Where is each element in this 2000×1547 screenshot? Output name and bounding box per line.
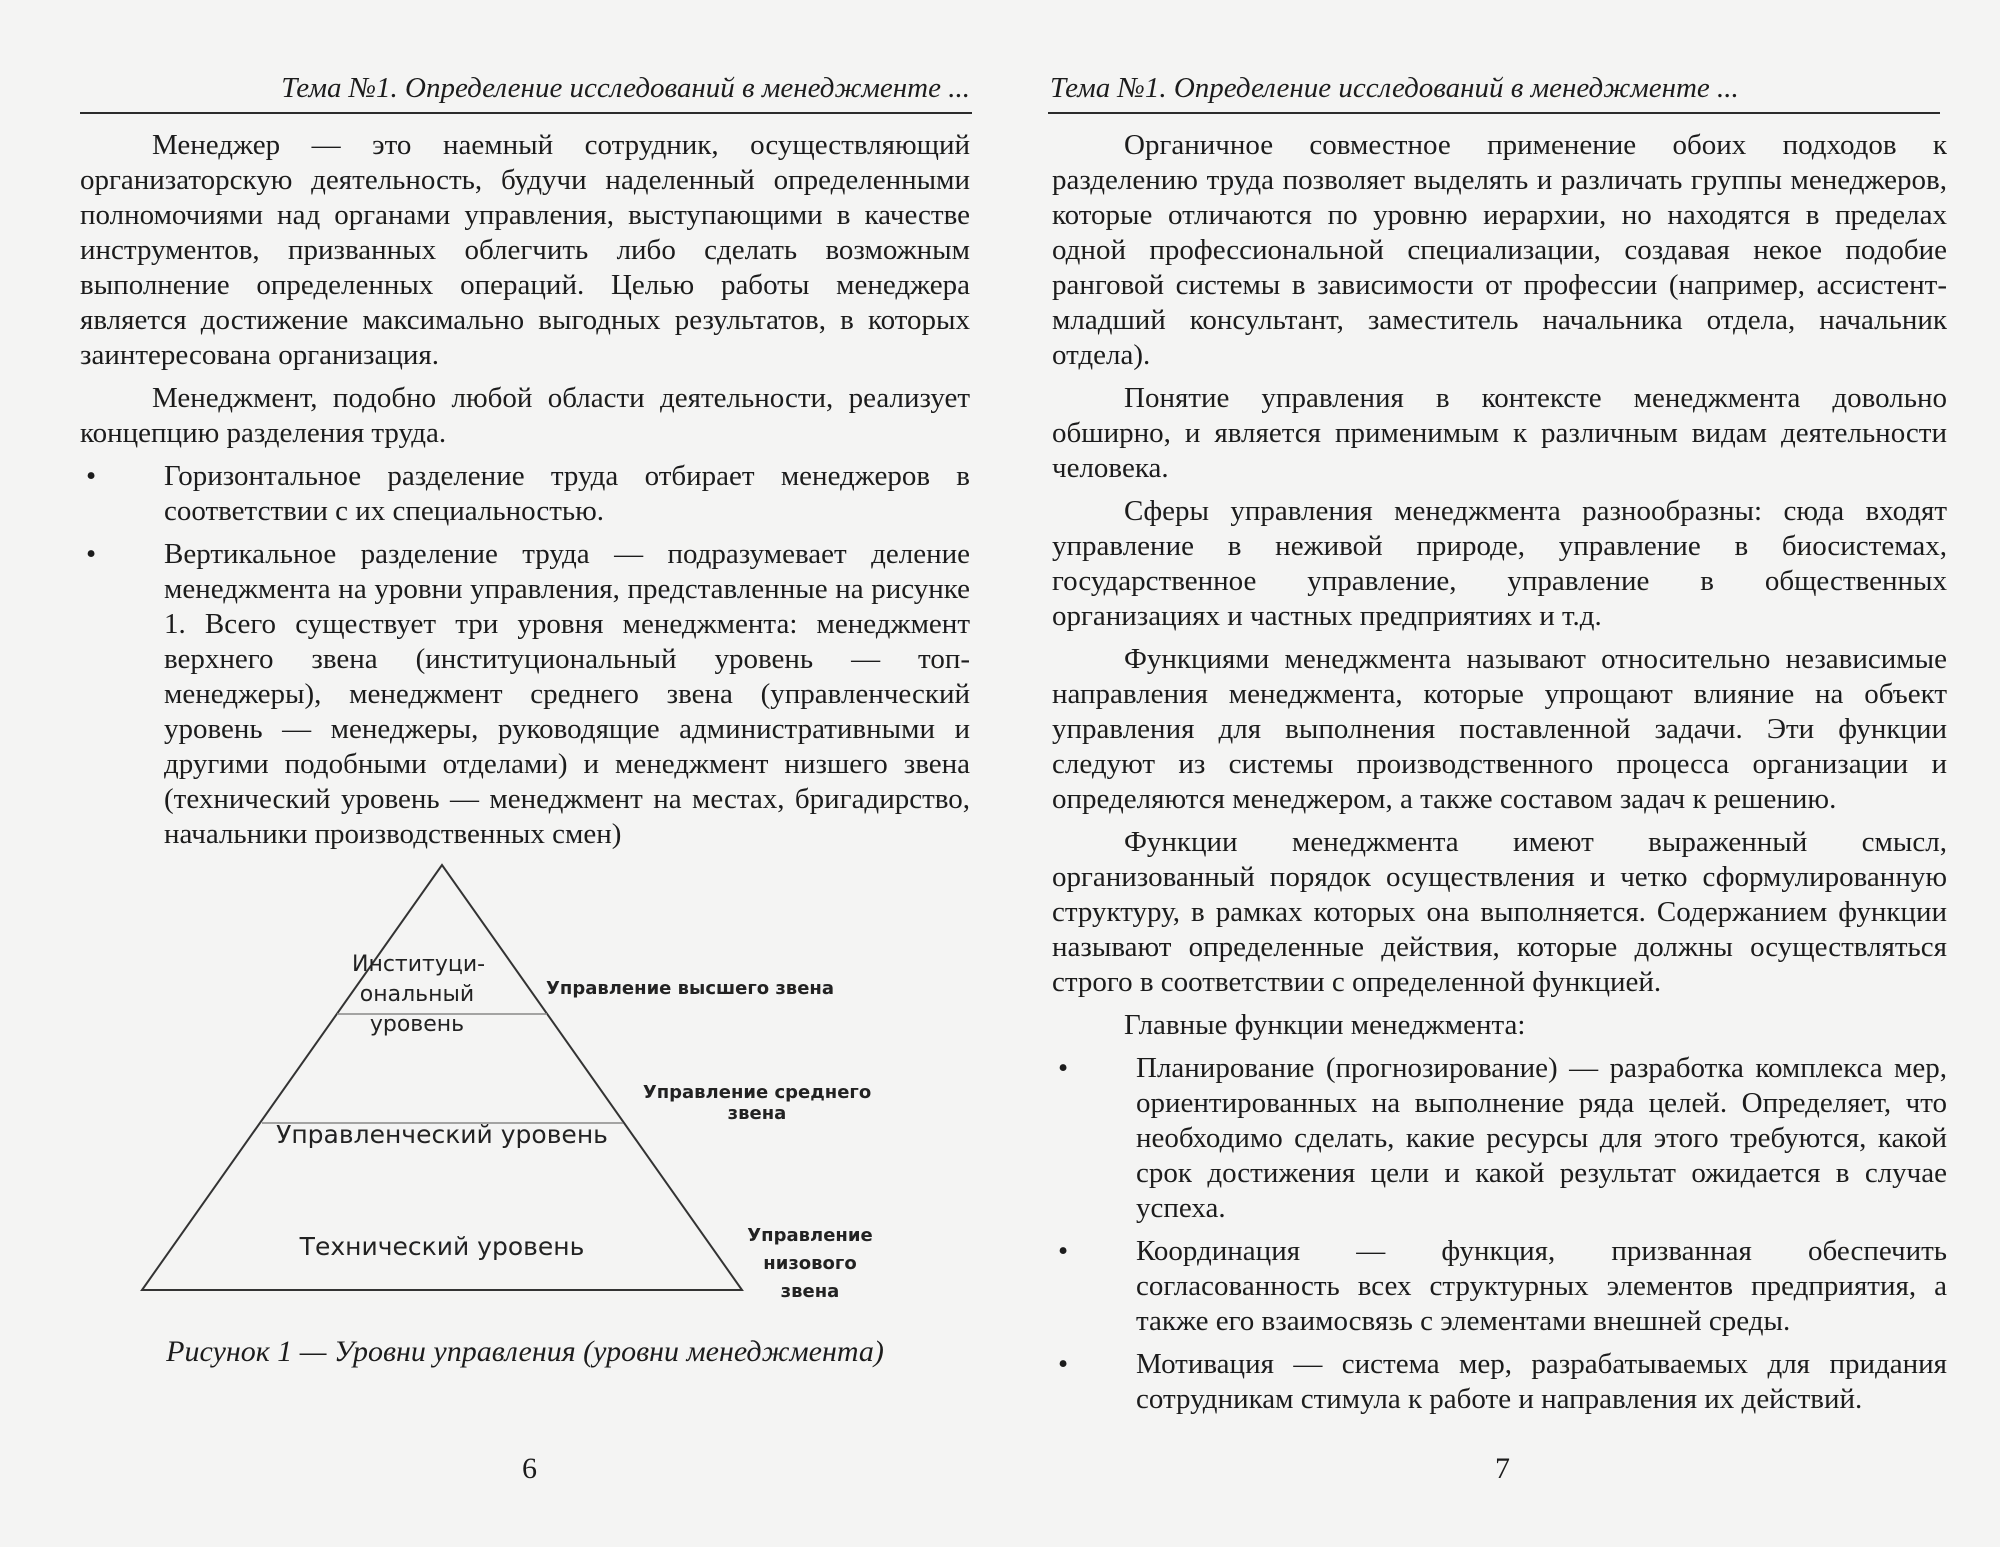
page-number: 6 [522,1452,537,1485]
figure-caption: Рисунок 1 — Уровни управления (уровни менеджмента) [166,1335,884,1368]
bullet-item [80,459,970,529]
bullet-item [1052,1234,1947,1339]
page-number: 7 [1495,1452,1510,1485]
bullet-icon: • [1058,1235,1069,1267]
bullet-item [1052,1347,1947,1417]
paragraph: Сферы управления менеджмента разнообразны: сюда входят управление в неживой природе, управление в биосистемах, государственное управление, управление в общественных организациях и частных предприятиях и т.д. [1052,495,1947,632]
paragraph: Менеджмент, подобно любой области деятельности, реализует концепцию разделения труда. [80,382,970,449]
label-line: уровень [369,1012,465,1037]
paragraph: Функциями менеджмента называют относительно независимые направления менеджмента, которые упрощают влияние на объект управления для выполнения поставленной задачи. Эти функции следуют из системы производственного процесса организации и определяются менеджером, а также составом задач к решению. [1052,643,1947,815]
managerial-level-label: Управленческий уровень [276,1120,608,1149]
body-text [1052,128,1947,1425]
technical-level-label: Технический уровень [299,1232,585,1261]
bullet-text: Мотивация — система мер, разрабатываемых для придания сотрудникам стимула к работе и направления их действий. [1136,1348,1947,1415]
institutional-level-label [352,950,486,1040]
bullet-icon: • [1058,1052,1069,1084]
right-page [1000,0,2000,1547]
bullet-text: Координация — функция, призванная обеспечить согласованность всех структурных элементов предприятия, а также его взаимосвязь с элементами внешней среды. [1136,1235,1947,1337]
body-text [80,128,970,860]
pyramid-outline [142,865,742,1290]
label-line: ональный [359,982,475,1007]
bullet-item [1052,1051,1947,1226]
bullet-icon: • [86,538,97,570]
paragraph: Органичное совместное применение обоих подходов к разделению труда позволяет выделять и различать группы менеджеров, которые отличаются по уровню иерархии, но находятся в пределах одной профессиональной специализации, создавая некое подобие ранговой системы в зависимости от профессии (например, ассистент-младший консультант, заместитель начальника отдела, начальник отдела). [1052,129,1947,371]
lower-management-label [700,1222,920,1306]
header-rule [1048,112,1940,114]
paragraph: Функции менеджмента имеют выраженный смысл, организованный порядок осуществления и четко сформулированную структуру, в рамках которых она выполняется. Содержанием функции называют определенные действия, которые должны осуществляться строго в соответствии с определенной функцией. [1052,826,1947,998]
middle-management-label: Управление среднего звена [642,1082,872,1124]
bullet-icon: • [86,460,97,492]
pyramid-figure [80,850,970,1410]
header-rule [80,112,972,114]
bullet-text: Планирование (прогнозирование) — разработка комплекса мер, ориентированных на выполнение ряда целей. Определяет, что необходимо сделать, какие ресурсы для этого требуются, какой срок достижения цели и какой результат ожидается в случае успеха. [1136,1052,1947,1224]
label-line: Институци- [352,952,486,977]
label-line: Управление низового [747,1225,873,1274]
paragraph: Понятие управления в контексте менеджмента довольно обширно, и является применимым к различным видам деятельности человека. [1052,382,1947,484]
bullet-item [80,537,970,852]
bullet-icon: • [1058,1348,1069,1380]
running-header: Тема №1. Определение исследований в менеджменте ... [281,72,970,104]
label-line: звена [780,1281,840,1302]
paragraph: Главные функции менеджмента: [1124,1009,1526,1041]
bullet-text: Вертикальное разделение труда — подразумевает деление менеджмента на уровни управления, представленные на рисунке 1. Всего существует три уровня менеджмента: менеджмент верхнего звена (институциональный уровень — топ-менеджеры), менеджмент среднего звена (управленческий уровень — менеджеры, руководящие административными и другими подобными отделами) и менеджмент низшего звена (технический уровень — менеджмент на местах, бригадирство, начальники производственных смен) [164,538,970,850]
top-management-label: Управление высшего звена [546,978,834,999]
bullet-text: Горизонтальное разделение труда отбирает менеджеров в соответствии с их специальностью. [164,460,970,527]
running-header: Тема №1. Определение исследований в менеджменте ... [1050,72,1739,104]
paragraph: Менеджер — это наемный сотрудник, осуществляющий организаторскую деятельность, будучи наделенный определенными полномочиями над органами управления, выступающими в качестве инструментов, призванных облегчить либо сделать возможным выполнение определенных операций. Целью работы менеджера является достижение максимально выгодных результатов, в которых заинтересована организация. [80,129,970,371]
